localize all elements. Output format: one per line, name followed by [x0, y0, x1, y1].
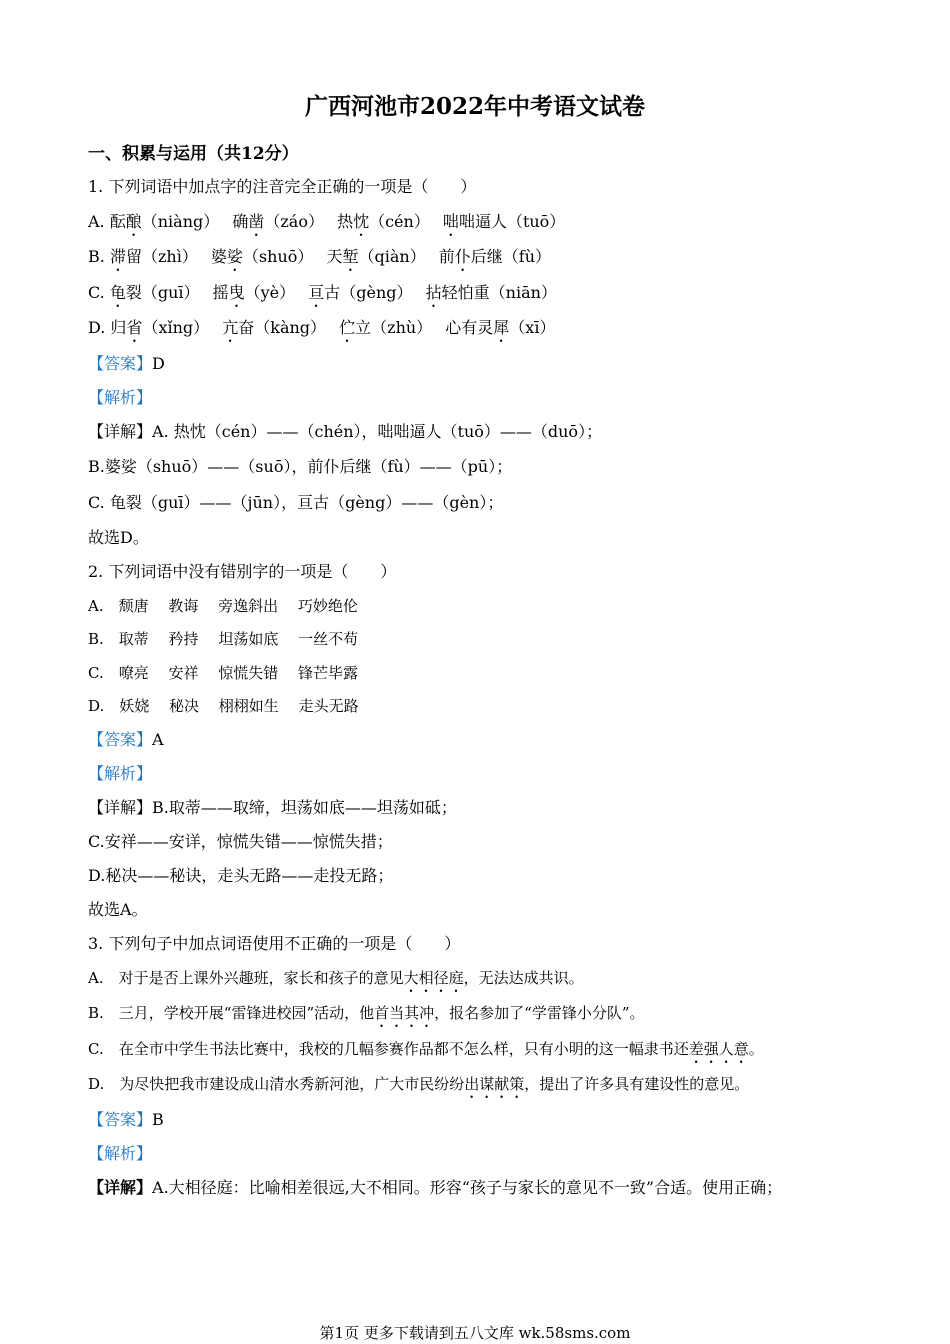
q1-option-d: [88, 317, 555, 346]
option-text: 。: [748, 1040, 764, 1058]
option-text: C. 在全市中学生书法比赛中，我校的几幅参赛作品都不怎么样，只有小明的这一幅隶书还: [88, 1040, 689, 1058]
option-text: 留（zhì） 婆: [125, 247, 227, 266]
detail-text: B.取蒂——取缔，坦荡如底——坦荡如砥；: [152, 798, 457, 817]
option-text: D. 为尽快把我市建设成山清水秀新河池，广大市民纷纷: [88, 1075, 465, 1093]
option-text: C.: [88, 283, 110, 302]
emphasized-text: 首当其冲: [374, 1004, 435, 1022]
q2-analysis-label: 【解析】: [88, 764, 153, 783]
question-1-stem: 1. 下列词语中加点字的注音完全正确的一项是（ ）: [88, 177, 477, 196]
q3-option-a: [88, 967, 584, 996]
emphasized-text: 伫: [339, 318, 356, 337]
answer-label: 【答案】: [88, 730, 153, 749]
q2-detail-1: [88, 797, 457, 819]
q2-option-a: A. 颓唐 教诲 旁逸斜出 巧妙绝伦: [88, 597, 358, 615]
answer-value: D: [152, 354, 165, 373]
q1-option-a: [88, 211, 565, 240]
answer-label: 【答案】: [88, 354, 153, 373]
q2-detail-2: C.安祥——安详，惊慌失错——惊慌失措；: [88, 832, 393, 851]
option-text: 立（zhù） 心有灵: [355, 318, 494, 337]
emphasized-text: 酿: [125, 212, 142, 231]
question-3-stem: 3. 下列句子中加点词语使用不正确的一项是（ ）: [88, 934, 461, 953]
option-text: A. 对于是否上课外兴趣班，家长和孩子的意见: [88, 969, 404, 987]
emphasized-text: 大相径庭: [403, 969, 464, 987]
option-text: B.: [88, 247, 110, 266]
q1-analysis-label: 【解析】: [88, 388, 153, 407]
option-text: A. 酝: [88, 212, 126, 231]
q3-analysis-label: 【解析】: [88, 1144, 153, 1163]
q1-detail-1: [88, 421, 602, 443]
detail-label: 【详解】: [88, 422, 153, 441]
option-text: 后继（fù）: [470, 247, 552, 266]
q2-answer: [88, 729, 164, 751]
emphasized-text: 凿: [248, 212, 265, 231]
q3-answer: [88, 1109, 164, 1131]
emphasized-text: 龟: [109, 283, 126, 302]
q3-option-d: [88, 1073, 749, 1102]
option-text: B. 三月，学校开展“雷锋进校园”活动，他: [88, 1004, 375, 1022]
option-text: （shuō） 天: [242, 247, 343, 266]
q1-detail-4: 故选D。: [88, 528, 149, 547]
q3-detail-1: [88, 1177, 782, 1199]
option-text: 裂（guī） 摇: [125, 283, 229, 302]
q1-detail-3: C. 龟裂（guī）——（jūn），亘古（gèng）——（gèn）；: [88, 493, 504, 512]
detail-text: A. 热忱（cén）——（chén），咄咄逼人（tuō）——（duō）；: [152, 422, 603, 441]
detail-label: 【详解】: [88, 798, 153, 817]
emphasized-text: 娑: [226, 247, 243, 266]
option-text: 奋（kàng）: [238, 318, 340, 337]
q1-detail-2: B.婆娑（shuō）——（suō），前仆后继（fù）——（pū）；: [88, 457, 513, 476]
q2-option-c: C. 嘹亮 安祥 惊慌失错 锋芒毕露: [88, 664, 359, 682]
q1-answer: [88, 353, 165, 375]
emphasized-text: 差强人意: [688, 1040, 749, 1058]
option-text: （niàng） 确: [141, 212, 249, 231]
option-text: （záo） 热: [264, 212, 354, 231]
option-text: （xǐng）: [142, 318, 223, 337]
q2-option-d: D. 妖娆 秘决 栩栩如生 走头无路: [88, 697, 359, 715]
page-footer: 第1页 更多下载请到五八文库 wk.58sms.com: [319, 1324, 631, 1342]
q2-detail-3: D.秘决——秘诀，走头无路——走投无路；: [88, 866, 394, 885]
emphasized-text: 曳: [228, 283, 245, 302]
emphasized-text: 仆: [454, 247, 471, 266]
emphasized-text: 出谋献策: [464, 1075, 525, 1093]
option-text: 古（gèng）: [324, 283, 426, 302]
emphasized-text: 拈: [425, 283, 442, 302]
emphasized-text: 犀: [493, 318, 510, 337]
option-text: （qiàn） 前: [358, 247, 455, 266]
option-text: 轻怕重（niān）: [441, 283, 557, 302]
option-text: ，报名参加了“学雷锋小分队”。: [434, 1004, 645, 1022]
detail-label: 【详解】: [88, 1178, 153, 1197]
q3-option-b: [88, 1002, 645, 1031]
q2-option-b: B. 取蒂 矜持 坦荡如底 一丝不苟: [88, 630, 359, 648]
detail-text: A.大相径庭：比喻相差很远,大不相同。形容“孩子与家长的意见不一致”合适。使用正确；: [152, 1178, 783, 1197]
q3-option-c: [88, 1038, 764, 1067]
emphasized-text: 亢: [222, 318, 239, 337]
answer-value: A: [152, 730, 164, 749]
q1-option-c: [88, 282, 557, 311]
option-text: ，提出了许多具有建设性的意见。: [524, 1075, 750, 1093]
option-text: （yè）: [244, 283, 309, 302]
option-text: （cén）: [369, 212, 443, 231]
answer-value: B: [152, 1110, 164, 1129]
emphasized-text: 忱: [353, 212, 370, 231]
answer-label: 【答案】: [88, 1110, 153, 1129]
emphasized-text: 滞: [109, 247, 126, 266]
emphasized-text: 亘: [308, 283, 325, 302]
q2-detail-4: 故选A。: [88, 900, 148, 919]
emphasized-text: 咄: [442, 212, 459, 231]
question-2-stem: 2. 下列词语中没有错别字的一项是（ ）: [88, 562, 397, 581]
option-text: 咄逼人（tuō）: [458, 212, 566, 231]
page-title: 广西河池市2022年中考语文试卷: [304, 93, 645, 120]
section-heading: 一、积累与运用（共12分）: [88, 144, 299, 164]
option-text: ，无法达成共识。: [463, 969, 584, 987]
option-text: （xī）: [509, 318, 556, 337]
emphasized-text: 省: [126, 318, 143, 337]
q1-option-b: [88, 246, 551, 275]
emphasized-text: 堑: [342, 247, 359, 266]
option-text: D. 归: [88, 318, 127, 337]
